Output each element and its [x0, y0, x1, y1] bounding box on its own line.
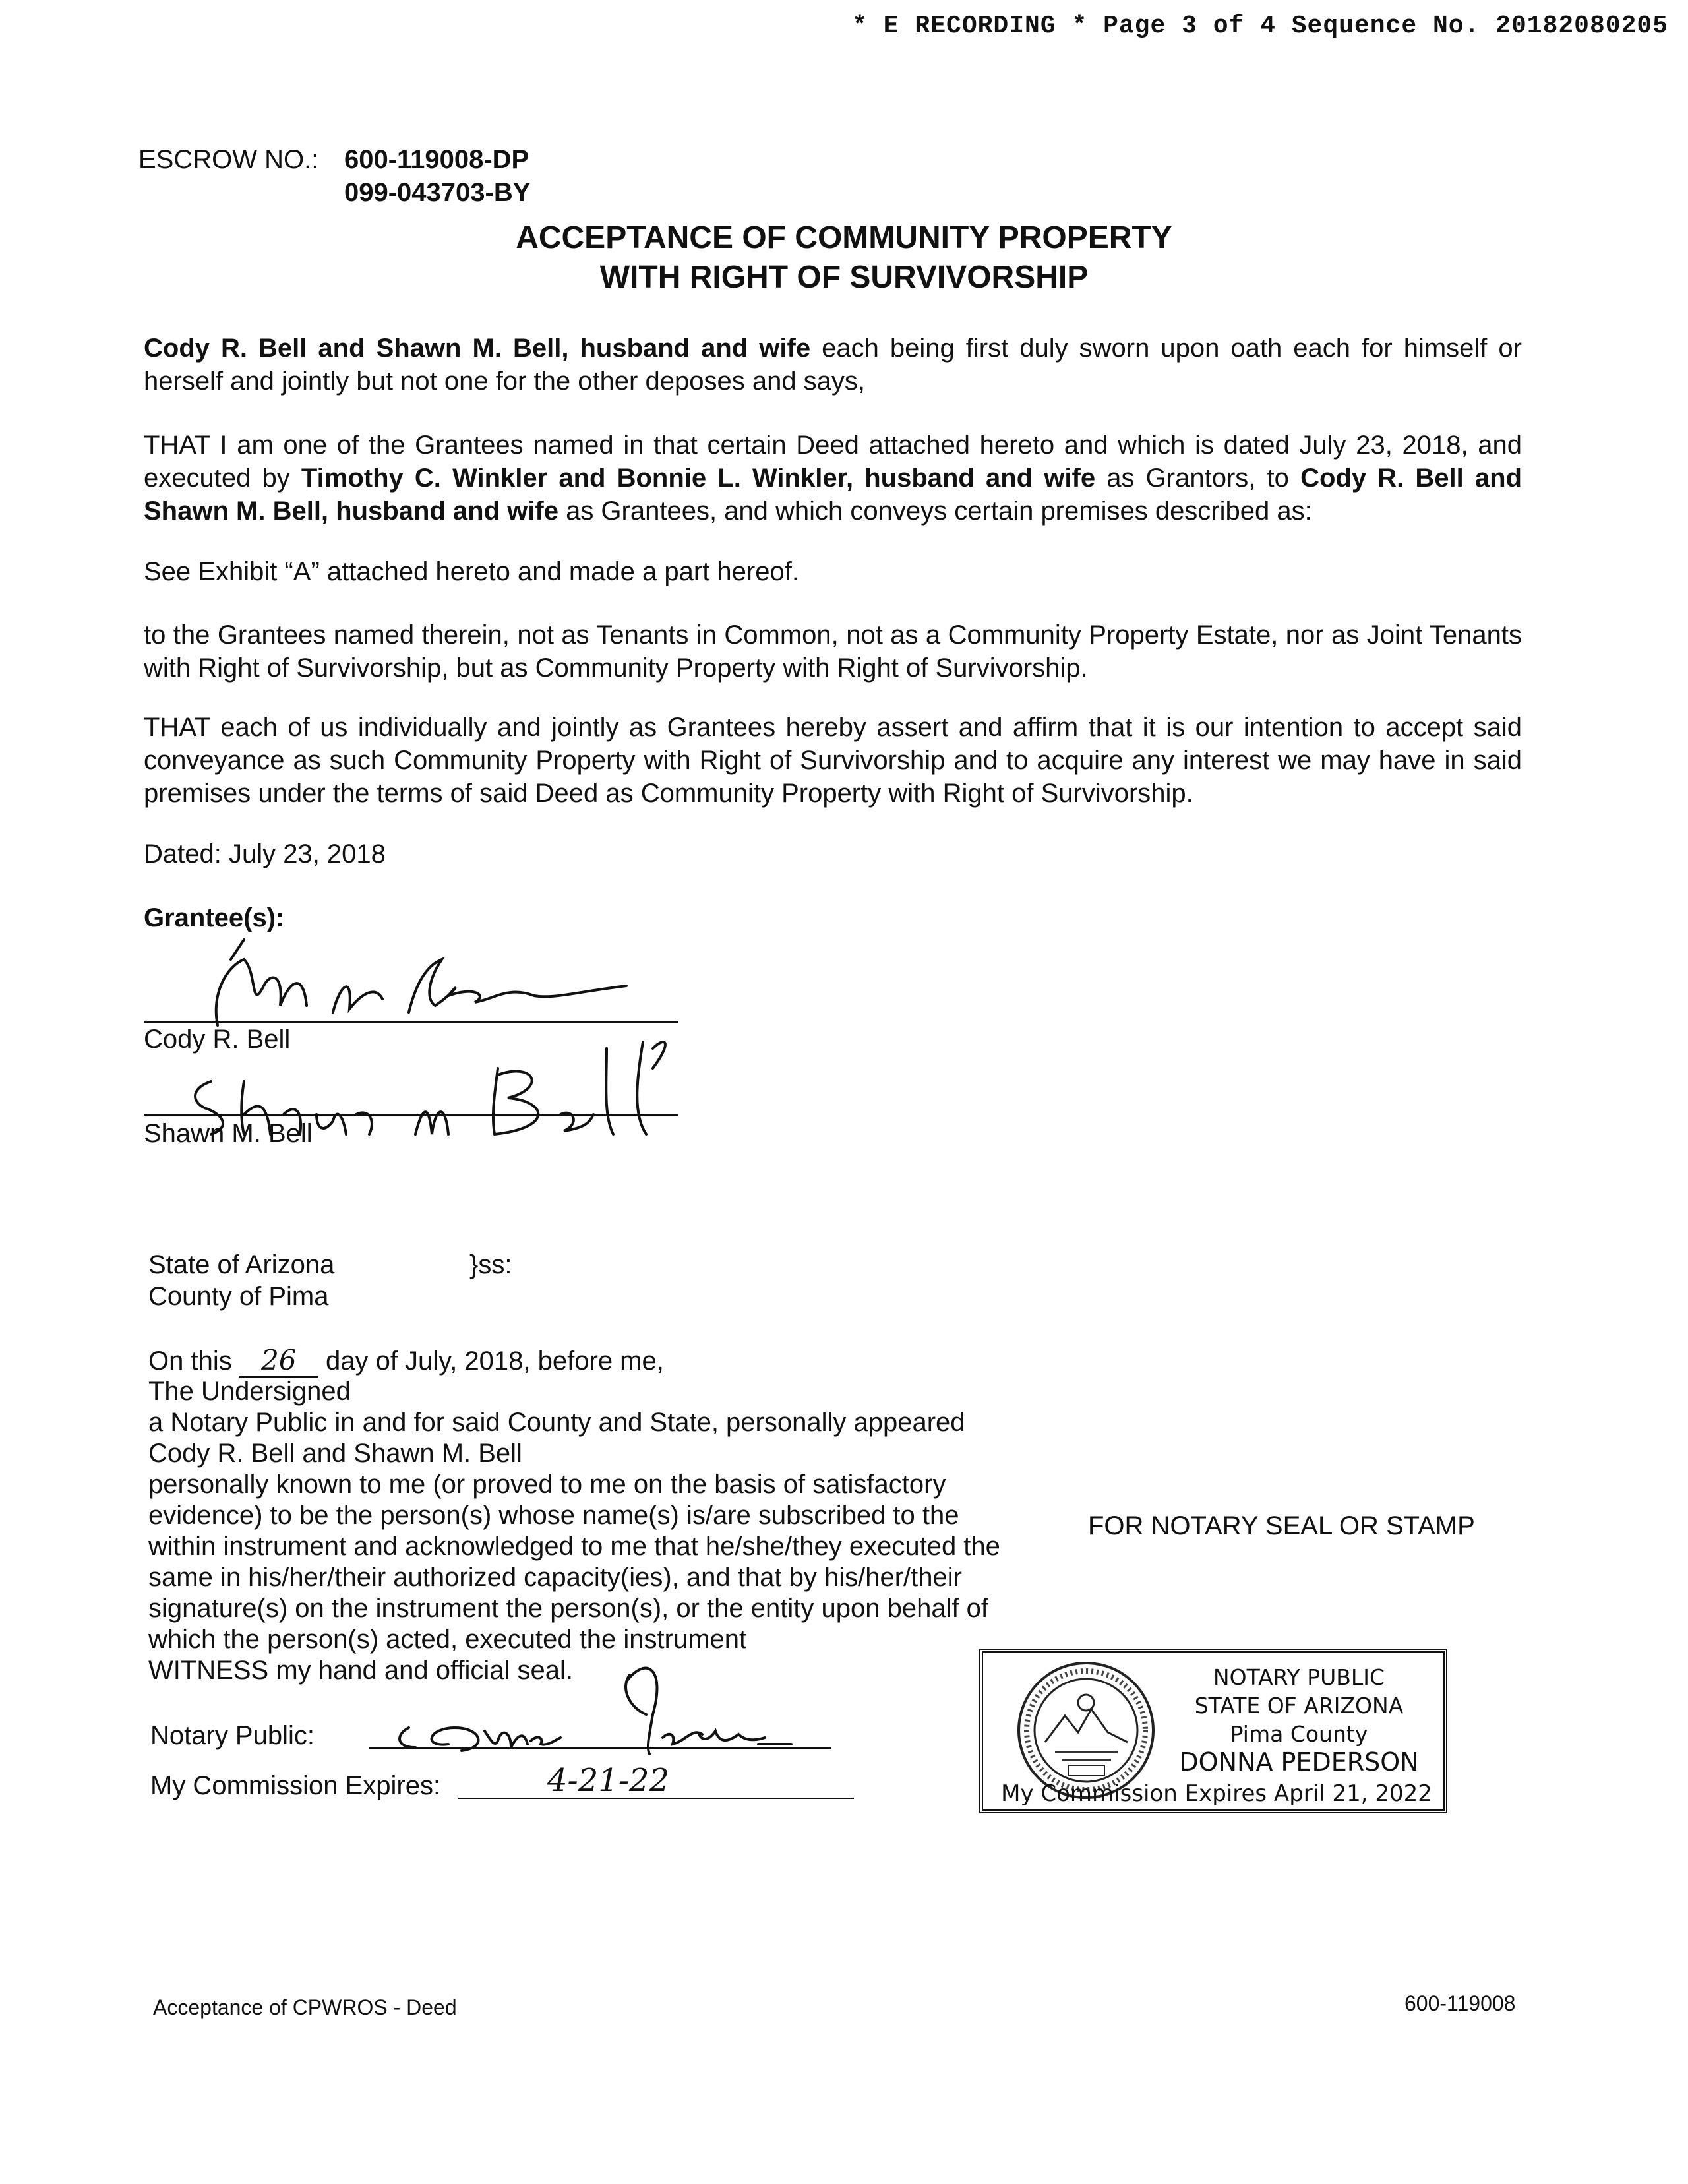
acknowledgment-line: signature(s) on the instrument the person(s), or the entity upon behalf of: [148, 1594, 989, 1623]
paragraph-tenancy: to the Grantees named therein, not as Tenants in Common, not as a Community Property Estate, nor as Joint Tenants with Right of Survivorship, but as Community Property with Right of Survivorship.: [144, 621, 1522, 682]
grantees-heading: Grantee(s):: [144, 903, 285, 932]
notary-seal-caption: FOR NOTARY SEAL OR STAMP: [1088, 1511, 1475, 1540]
grantees-names: Cody R. Bell and Shawn M. Bell, husband and wife: [144, 464, 1522, 526]
notary-signature: [369, 1649, 831, 1754]
escrow-label: ESCROW NO.:: [138, 145, 319, 174]
deed-text-b: as Grantors, to: [1095, 464, 1301, 493]
venue-ss: }ss:: [469, 1250, 512, 1279]
acknowledgment-line: a Notary Public in and for said County and State, personally appeared: [148, 1408, 965, 1437]
signer-name-2: Shawn M. Bell: [144, 1119, 313, 1148]
on-this-label: On this: [148, 1347, 232, 1376]
paragraph-exhibit: See Exhibit “A” attached hereto and made a part hereof.: [144, 557, 799, 586]
acknowledgment-line: within instrument and acknowledged to me that he/she/they executed the: [148, 1532, 1000, 1561]
signature-line-2: [144, 1114, 678, 1116]
acknowledgment-text: [148, 1376, 1039, 1686]
acknowledgment-line: Cody R. Bell and Shawn M. Bell: [148, 1439, 522, 1468]
notary-stamp-text: [1160, 1663, 1437, 1776]
stamp-line-notary-name: DONNA PEDERSON: [1179, 1747, 1419, 1776]
document-title-line-1: ACCEPTANCE OF COMMUNITY PROPERTY: [516, 220, 1172, 255]
stamp-line-county: Pima County: [1230, 1721, 1368, 1747]
acknowledgment-line: The Undersigned: [148, 1377, 351, 1406]
escrow-number-2: 099-043703-BY: [344, 178, 531, 207]
acknowledgment-line: personally known to me (or proved to me on the basis of satisfactory: [148, 1470, 946, 1499]
commission-expires-handwritten: 4-21-22: [547, 1762, 670, 1799]
recording-header: * E RECORDING * Page 3 of 4 Sequence No. 20182080205: [852, 12, 1668, 40]
deed-text-a: THAT I am one of the Grantees named in that certain Deed attached hereto and which is dated July 23, 2018, and executed by: [144, 431, 1522, 493]
footer-document-name: Acceptance of CPWROS - Deed: [153, 1995, 457, 2019]
acknowledgment-line: WITNESS my hand and official seal.: [148, 1656, 573, 1685]
stamp-line-expiration: My Commission Expires April 21, 2022: [1001, 1780, 1432, 1807]
paragraph-deponents: [144, 332, 1522, 398]
deponents-names: Cody R. Bell and Shawn M. Bell, husband and wife: [144, 334, 811, 363]
footer-file-number: 600-119008: [1404, 1991, 1516, 2015]
acknowledgment-date-line: [148, 1344, 664, 1378]
paragraph-deed: [144, 429, 1522, 528]
acknowledgment-date-rest: day of July, 2018, before me,: [325, 1347, 664, 1376]
acknowledgment-day-handwritten: 26: [239, 1344, 318, 1378]
document-title-line-2: WITH RIGHT OF SURVIVORSHIP: [599, 260, 1089, 295]
grantors-names: Timothy C. Winkler and Bonnie L. Winkler, husband and wife: [301, 464, 1096, 493]
signature-cody-bell: [165, 933, 666, 1032]
acknowledgment-line: same in his/her/their authorized capacity(ies), and that by his/her/their: [148, 1563, 962, 1592]
stamp-line-notary-public: NOTARY PUBLIC: [1213, 1664, 1385, 1690]
escrow-number-1: 600-119008-DP: [344, 145, 529, 174]
signature-line-1: [144, 1021, 678, 1023]
dated-line: Dated: July 23, 2018: [144, 839, 386, 868]
paragraph-affirmation: THAT each of us individually and jointly as Grantees hereby assert and affirm that it is our intention to accept said conveyance as such Community Property with Right of Survivorship and to acquire any interest we may have in said premises under the terms of said Deed as Community Property with Right of Survivorship.: [144, 713, 1522, 808]
acknowledgment-line: which the person(s) acted, executed the instrument: [148, 1625, 747, 1654]
venue-state: State of Arizona: [148, 1250, 335, 1279]
signer-name-1: Cody R. Bell: [144, 1025, 291, 1054]
deed-text-c: as Grantees, and which conveys certain premises described as:: [558, 497, 1312, 526]
stamp-line-state: STATE OF ARIZONA: [1194, 1693, 1404, 1718]
deponents-text: each being first duly sworn upon oath each for himself or herself and jointly but not one for the other deposes and says,: [144, 334, 1522, 396]
acknowledgment-line: evidence) to be the person(s) whose name(s) is/are subscribed to the: [148, 1501, 959, 1530]
notary-public-label: Notary Public:: [150, 1721, 315, 1750]
venue-county: County of Pima: [148, 1282, 329, 1311]
commission-expires-label: My Commission Expires:: [150, 1771, 441, 1800]
